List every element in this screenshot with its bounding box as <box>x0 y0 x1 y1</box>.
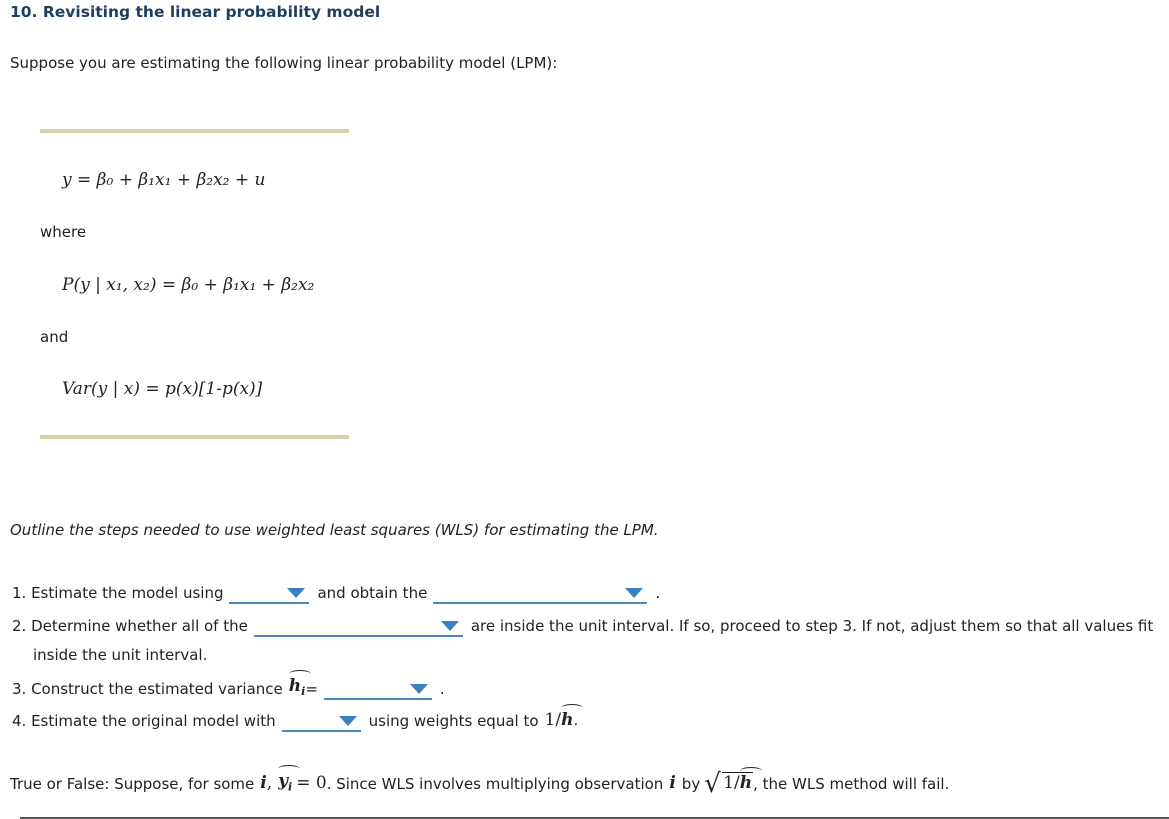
true-false-question <box>10 769 950 800</box>
step-3-end: . <box>439 680 445 698</box>
tf-comma: , <box>266 773 273 794</box>
step-3-equals: = <box>305 680 318 698</box>
conditional-probability-equation <box>62 275 314 295</box>
and-label: and <box>40 328 69 346</box>
chevron-down-icon <box>410 684 428 694</box>
tf-var-i2: i <box>669 773 676 794</box>
tf-middle: . Since WLS involves multiplying observation <box>326 775 664 794</box>
step-1-end: . <box>655 584 661 602</box>
model-box-bottom-rule <box>40 435 349 439</box>
chevron-down-icon <box>625 588 643 598</box>
step-1-middle: and obtain the <box>317 584 428 602</box>
fitted-values-dropdown[interactable] <box>254 613 463 637</box>
intro-text: Suppose you are estimating the following linear probability model (LPM): <box>10 54 558 72</box>
tf-equals-zero: = 0 <box>296 773 327 794</box>
sqrt-expression: √ 1/h <box>704 769 753 800</box>
step-2-continuation: inside the unit interval. <box>33 646 208 664</box>
obtained-values-dropdown[interactable] <box>433 580 647 604</box>
cond-prob-rhs: = β₀ + β₁x₁ + β₂x₂ <box>161 275 315 295</box>
h-hat-i-symbol: $h_i$ <box>288 676 306 698</box>
where-label: where <box>40 223 87 241</box>
tf-y-hat: $y_i$ <box>278 771 293 794</box>
step-1-prefix: 1. Estimate the model using <box>12 584 224 602</box>
cond-prob-lhs: P(y | x₁, x₂) <box>62 275 157 295</box>
step-2-prefix: 2. Determine whether all of the <box>12 617 248 635</box>
step-3 <box>12 676 445 700</box>
tf-by: by <box>681 775 701 794</box>
step-2 <box>12 613 1153 637</box>
tf-var-i: i <box>260 773 267 794</box>
chevron-down-icon <box>441 621 459 631</box>
lpm-equation: y = β₀ + β₁x₁ + β₂x₂ + u <box>62 170 266 190</box>
step-1 <box>12 580 660 604</box>
chevron-down-icon <box>339 716 357 726</box>
variance-formula-dropdown[interactable] <box>324 676 432 700</box>
step-3-prefix: 3. Construct the estimated variance <box>12 680 283 698</box>
step-4 <box>12 708 578 732</box>
chevron-down-icon <box>287 588 305 598</box>
reestimation-method-dropdown[interactable] <box>282 708 361 732</box>
outline-prompt: Outline the steps needed to use weighted least squares (WLS) for estimating the LPM. <box>10 521 659 539</box>
tf-prefix: True or False: Suppose, for some <box>10 775 255 794</box>
model-box-top-rule <box>40 129 349 133</box>
question-title: 10. Revisiting the linear probability model <box>10 3 381 21</box>
estimation-method-dropdown[interactable] <box>229 580 309 604</box>
step-4-suffix: using weights equal to <box>368 712 539 730</box>
step-2-suffix: are inside the unit interval. If so, proceed to step 3. If not, adjust them so that all values fit <box>470 617 1154 635</box>
variance-equation: Var(y | x) = p(x)[1-p(x)] <box>62 379 263 399</box>
step-4-prefix: 4. Estimate the original model with <box>12 712 276 730</box>
tf-suffix: , the WLS method will fail. <box>753 775 950 794</box>
weight-expression: 1/h. <box>544 710 579 730</box>
